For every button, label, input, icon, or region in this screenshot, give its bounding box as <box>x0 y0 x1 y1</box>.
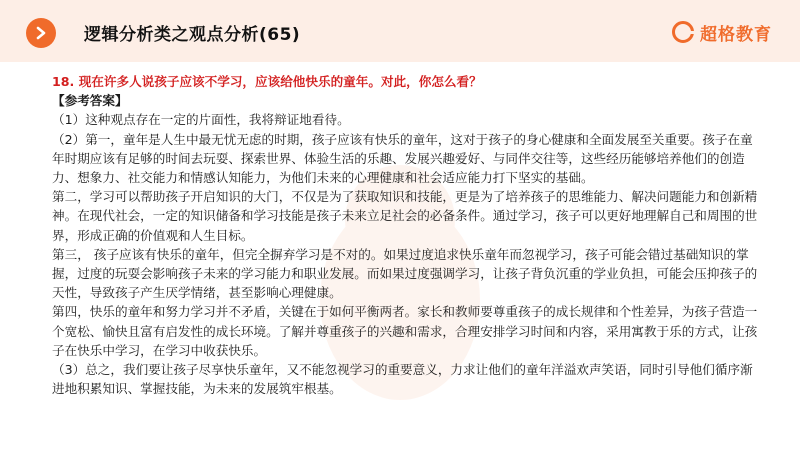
paragraph-2: （2）第一，童年是人生中最无忧无虑的时期，孩子应该有快乐的童年，这对于孩子的身心健康和全面发展至关重要。孩子在童年时期应该有足够的时间去玩耍、探索世界、体验生活的乐趣、发展兴趣爱好、与同伴交往等，这些经历能够培养他们的创造力、想象力、社交能力和情感认知能力，为他们未来的心理健康和社会适应能力打下坚实的基础。 <box>52 131 753 186</box>
paragraph-1: （1）这种观点存在一定的片面性，我将辩证地看待。 <box>52 112 350 128</box>
answer-label: 【参考答案】 <box>52 93 128 109</box>
brand-name: 超格教育 <box>700 24 772 45</box>
paragraph-5: 第四，快乐的童年和努力学习并不矛盾，关键在于如何平衡两者。家长和教师要尊重孩子的成长规律和个性差异，为孩子营造一个宽松、愉快且富有启发性的成长环境。了解并尊重孩子的兴趣和需求，合理安排学习时间和内容，采用寓教于乐的方式，让孩子在快乐中学习，在学习中收获快乐。 <box>52 304 758 358</box>
paragraph-6: （3）总之，我们要让孩子尽享快乐童年，又不能忽视学习的重要意义，力求让他们的童年洋溢欢声笑语，同时引导他们循序渐进地积累知识、掌握技能，为未来的发展筑牢根基。 <box>52 362 753 397</box>
arrow-right-icon <box>26 18 56 48</box>
header-bar <box>0 0 800 62</box>
brand-logo <box>672 18 772 46</box>
page-title: 逻辑分析类之观点分析(65) <box>84 25 301 45</box>
paragraph-3: 第二，学习可以帮助孩子开启知识的大门，不仅是为了获取知识和技能，更是为了培养孩子的思维能力、解决问题能力和创新精神。在现代社会，一定的知识储备和学习技能是孩子未来立足社会的必备条件。通过学习，孩子可以更好地理解自己和周围的世界，形成正确的价值观和人生目标。 <box>52 189 758 243</box>
brand-logo-icon <box>672 21 694 43</box>
question-text: 18. 现在许多人说孩子应该不学习，应该给他快乐的童年。对此，你怎么看？ <box>52 74 482 89</box>
answer-content <box>52 72 764 398</box>
paragraph-4: 第三， 孩子应该有快乐的童年，但完全摒弃学习是不对的。如果过度追求快乐童年而忽视学习，孩子可能会错过基础知识的掌握，过度的玩耍会影响孩子未来的学习能力和职业发展。而如果过度强调学习，让孩子背负沉重的学业负担，可能会压抑孩子的天性，导致孩子产生厌学情绪，甚至影响心理健康。 <box>52 246 758 301</box>
